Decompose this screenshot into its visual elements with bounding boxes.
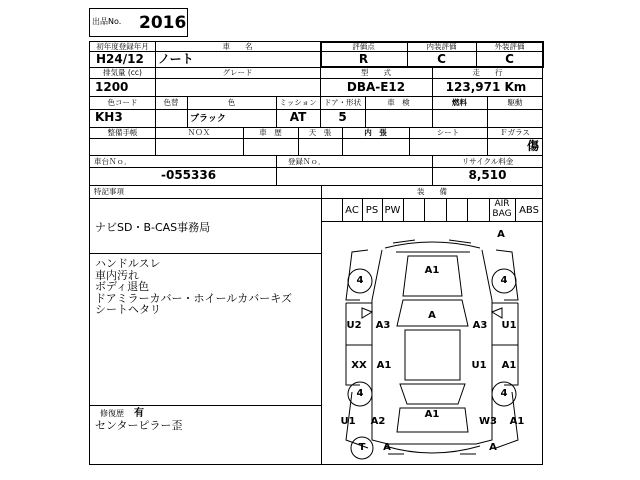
first-reg-label: 初年度登録年月: [96, 42, 149, 51]
displacement-value: 1200: [95, 80, 129, 94]
mark-bottom-a-left: A: [383, 442, 391, 453]
equipment-abs: ABS: [519, 205, 539, 216]
remarks-note-2: 車内汚れ: [95, 268, 139, 282]
sunroof-label: 天 張: [308, 128, 332, 137]
drive-label: 駆動: [507, 98, 523, 107]
color-code-value: KH3: [95, 110, 123, 124]
mark-roof: A: [428, 310, 436, 321]
exterior-value: C: [505, 52, 514, 66]
model-value: DBA-E12: [346, 80, 406, 94]
mark-wheel-fr: 4: [500, 275, 508, 286]
color-change-label: 色替: [163, 98, 179, 107]
fuel-label: 燃料: [452, 98, 467, 107]
equipment-label: 装 備: [417, 187, 447, 196]
mark-right-rear-door-a: A1: [501, 360, 517, 371]
exterior-label: 外装評価: [494, 42, 525, 51]
mark-right-rear-w: W3: [479, 416, 497, 427]
history-label: 車 歴: [259, 128, 282, 137]
remarks-note-4: ドアミラーカバー・ホイールカバーキズ: [95, 291, 293, 305]
mark-left-rear-u: U1: [340, 416, 356, 427]
manual-label: 整備手帳: [107, 128, 138, 137]
car-name-label: 車 名: [222, 42, 253, 51]
mark-wheel-fl: 4: [356, 275, 364, 286]
mark-wheel-rl: 4: [356, 388, 364, 399]
chassis-value: -055336: [161, 168, 217, 182]
repair-note: センターピラー歪: [95, 419, 183, 432]
equipment-airbag: AIR BAG: [492, 199, 512, 219]
color-code-label: 色コード: [107, 98, 138, 107]
interior-value: C: [437, 52, 446, 66]
doors-label: ドア・形状: [323, 98, 362, 107]
repair-value: 有: [134, 408, 144, 419]
mark-right-front-fender-u: U1: [501, 320, 517, 331]
interior-cover-label: 内 張: [364, 128, 387, 137]
remarks-note-1: ハンドルスレ: [95, 257, 161, 270]
lot-number: 2016: [139, 13, 187, 33]
mark-left-rear-a: A2: [370, 416, 386, 427]
interior-label: 内装評価: [426, 42, 457, 51]
transmission-value: AT: [289, 110, 307, 124]
color-value: ブラック: [190, 114, 226, 124]
lot-label: 出品No.: [92, 17, 122, 26]
glass-label: Ｆガラス: [500, 128, 530, 137]
car-name-value: ノート: [158, 52, 194, 66]
equipment-pw: PW: [384, 205, 401, 216]
doors-value: 5: [338, 110, 347, 124]
mark-left-front-fender-a: A3: [375, 320, 391, 331]
remarks-line1: ナビSD・B-CAS事務局: [95, 221, 211, 234]
score-label: 評価点: [352, 42, 375, 51]
recycle-value: 8,510: [468, 168, 507, 182]
inspection-label: 車 検: [387, 98, 410, 107]
recycle-label: リサイクル料金: [461, 157, 514, 166]
reg-no-label: 登録Ｎｏ．: [288, 157, 326, 166]
transmission-label: ミッション: [279, 98, 317, 107]
first-reg-value: H24/12: [96, 52, 144, 66]
mark-trunk: A1: [424, 409, 440, 420]
mileage-label: 走 行: [472, 68, 503, 77]
mark-hood: A1: [424, 265, 440, 276]
mark-right-rear-a: A1: [509, 416, 525, 427]
equipment-ps: PS: [365, 205, 379, 216]
score-value: R: [358, 52, 369, 66]
color-label: 色: [227, 98, 236, 107]
nox-label: ＮＯＸ: [187, 128, 211, 137]
model-label: 型 式: [361, 68, 391, 77]
remarks-label: 特記事項: [94, 187, 124, 196]
mark-wheel-rr: 4: [500, 388, 508, 399]
equipment-ac: AC: [345, 205, 359, 216]
mark-front-roof: A: [497, 229, 505, 240]
glass-value: 傷: [526, 139, 539, 153]
displacement-label: 排気量 (cc): [103, 68, 142, 77]
remarks-note-3: ボディ退色: [95, 280, 150, 293]
repair-label: 修復歴: [100, 409, 124, 418]
mark-right-rear-door-u: U1: [471, 360, 487, 371]
mark-right-front-fender-a: A3: [472, 320, 488, 331]
seat-label: シート: [436, 128, 460, 137]
mark-bottom-a-right: A: [489, 442, 497, 453]
mark-left-front-fender-u: U2: [346, 320, 362, 331]
mileage-value: 123,971 Km: [445, 80, 527, 94]
chassis-label: 車台Ｎｏ．: [94, 157, 132, 166]
mark-left-rear-door-a: A1: [376, 360, 392, 371]
grade-label: グレード: [222, 68, 253, 77]
mark-left-rear-door-xx: XX: [351, 360, 367, 371]
mark-bottom-t: T: [358, 442, 366, 453]
remarks-note-5: シートヘタリ: [95, 303, 161, 316]
